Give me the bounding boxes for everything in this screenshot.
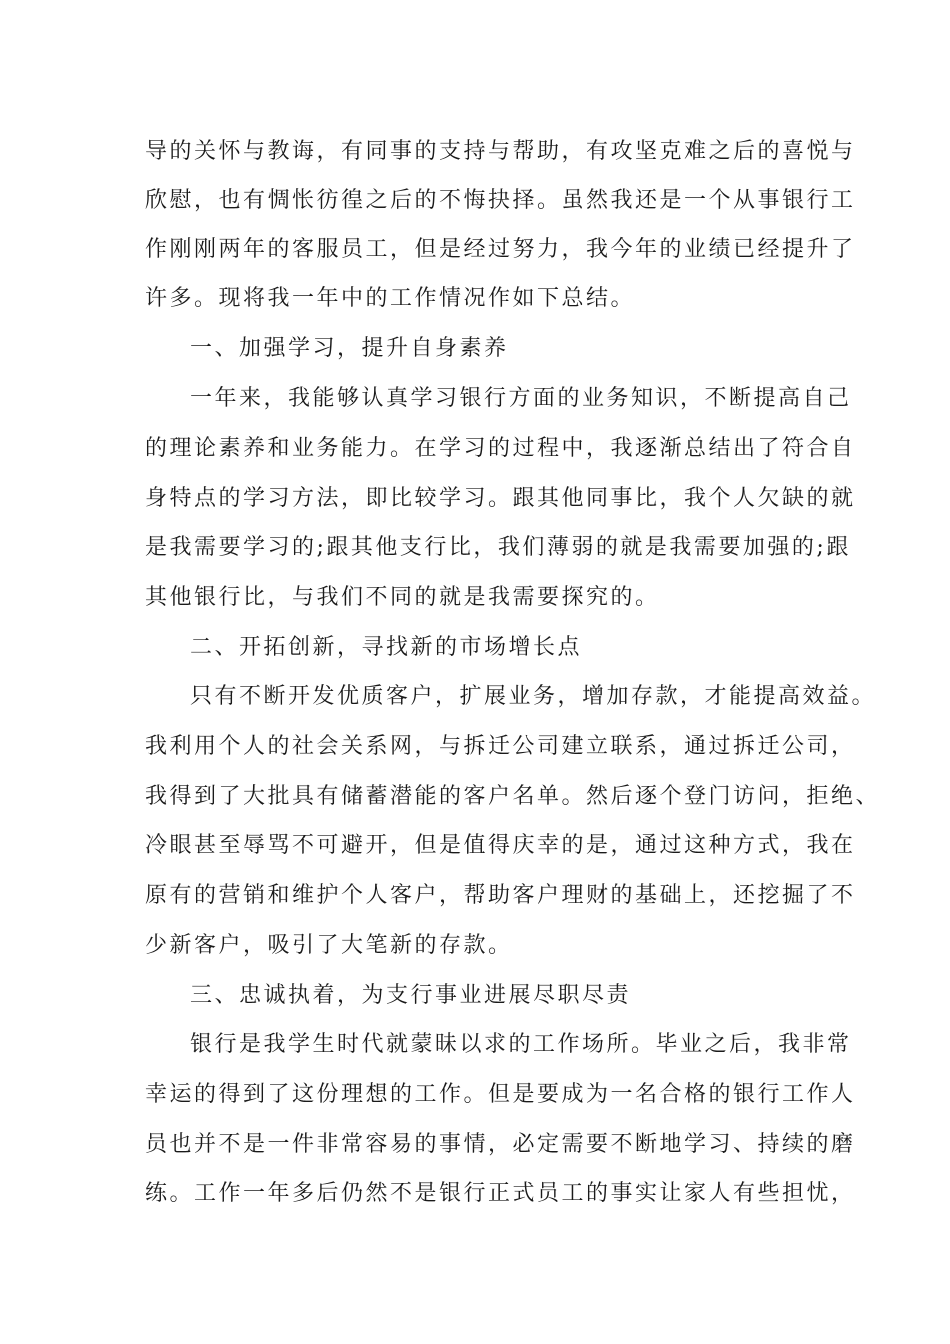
text-line: 是我需要学习的;跟其他支行比，我们薄弱的就是我需要加强的;跟 [145,535,851,560]
text-line: 一年来，我能够认真学习银行方面的业务知识，不断提高自己 [190,386,852,411]
section-heading: 二、开拓创新，寻找新的市场增长点 [190,635,583,660]
text-line: 原有的营销和维护个人客户，帮助客户理财的基础上，还挖掘了不 [145,883,856,908]
text-line: 其他银行比，与我们不同的就是我需要探究的。 [145,585,660,610]
text-line: 作刚刚两年的客服员工，但是经过努力，我今年的业绩已经提升了 [145,237,856,262]
section-heading: 三、忠诚执着，为支行事业进展尽职尽责 [190,983,632,1008]
text-line: 银行是我学生时代就蒙昧以求的工作场所。毕业之后，我非常 [190,1032,852,1057]
section-heading: 一、加强学习，提升自身素养 [190,336,509,361]
text-line: 我利用个人的社会关系网，与拆迁公司建立联系，通过拆迁公司， [145,734,856,759]
text-line: 少新客户，吸引了大笔新的存款。 [145,933,513,958]
text-line: 员也并不是一件非常容易的事情，必定需要不断地学习、持续的磨 [145,1132,856,1157]
text-line: 练。工作一年多后仍然不是银行正式员工的事实让家人有些担忧， [145,1181,856,1206]
text-line: 许多。现将我一年中的工作情况作如下总结。 [145,286,636,311]
text-line: 我得到了大批具有储蓄潜能的客户名单。然后逐个登门访问，拒绝、 [145,784,881,809]
text-line: 只有不断开发优质客户，扩展业务，增加存款，才能提高效益。 [190,684,877,709]
text-line: 幸运的得到了这份理想的工作。但是要成为一名合格的银行工作人 [145,1082,856,1107]
text-line: 导的关怀与教诲，有同事的支持与帮助，有攻坚克难之后的喜悦与 [145,139,856,164]
text-line: 欣慰，也有惆怅彷徨之后的不悔抉择。虽然我还是一个从事银行工 [145,188,856,213]
text-line: 的理论素养和业务能力。在学习的过程中，我逐渐总结出了符合自 [145,436,856,461]
text-line: 冷眼甚至辱骂不可避开，但是值得庆幸的是，通过这种方式，我在 [145,833,856,858]
text-line: 身特点的学习方法，即比较学习。跟其他同事比，我个人欠缺的就 [145,486,856,511]
